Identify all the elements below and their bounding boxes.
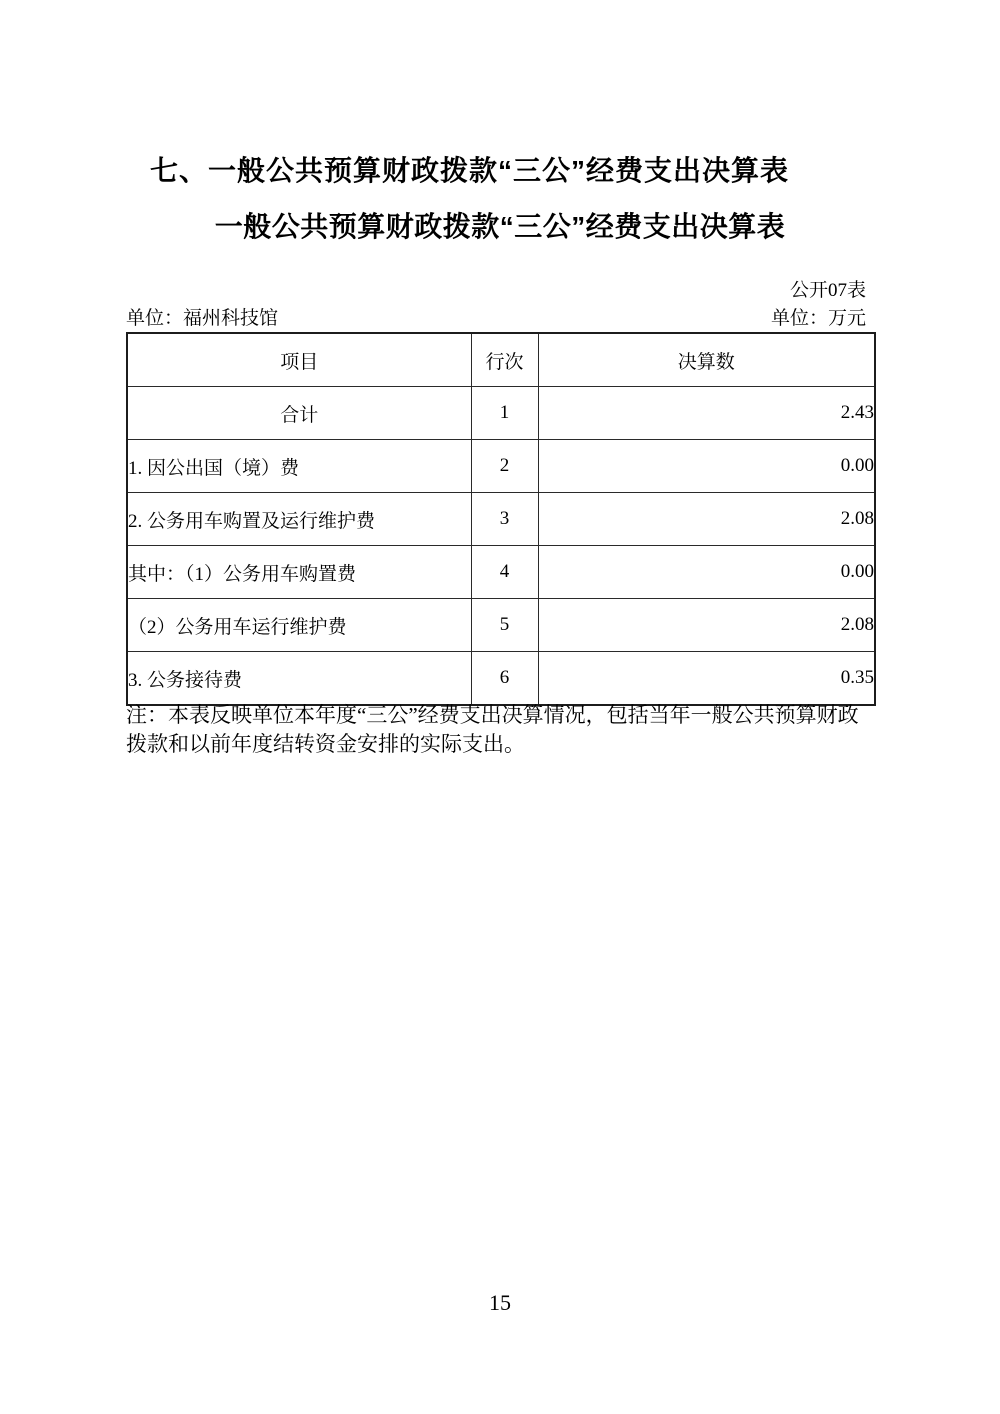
line-no-cell: 6 xyxy=(471,652,538,706)
line-no-cell: 5 xyxy=(471,599,538,652)
amount-cell: 2.08 xyxy=(538,493,875,546)
amount-cell: 0.35 xyxy=(538,652,875,706)
table-code-label: 公开07表 xyxy=(789,280,866,301)
line-no-cell: 3 xyxy=(471,493,538,546)
amount-cell: 0.00 xyxy=(538,440,875,493)
expense-final-accounts-table xyxy=(126,332,876,706)
amount-cell: 0.00 xyxy=(538,546,875,599)
amount-cell: 2.08 xyxy=(538,599,875,652)
column-header-line-no: 行次 xyxy=(471,333,538,387)
unit-info-row xyxy=(126,303,866,330)
item-cell: 3. 公务接待费 xyxy=(127,652,471,706)
column-header-final-amount: 决算数 xyxy=(538,333,875,387)
table-title: 一般公共预算财政拨款“三公”经费支出决算表 xyxy=(214,211,786,242)
column-header-item: 项目 xyxy=(127,333,471,387)
table-row-vehicle-expense xyxy=(127,493,875,546)
table-footnote: 注：本表反映单位本年度“三公”经费支出决算情况，包括当年一般公共预算财政拨款和以前年度结转资金安排的实际支出。 xyxy=(126,703,859,756)
item-cell: 2. 公务用车购置及运行维护费 xyxy=(127,493,471,546)
line-no-cell: 2 xyxy=(471,440,538,493)
table-header-row xyxy=(127,333,875,387)
line-no-cell: 4 xyxy=(471,546,538,599)
table-row-vehicle-maintenance xyxy=(127,599,875,652)
item-cell: （2）公务用车运行维护费 xyxy=(127,599,471,652)
section-heading: 七、一般公共预算财政拨款“三公”经费支出决算表 xyxy=(150,155,790,186)
amount-cell: 2.43 xyxy=(538,387,875,440)
table-row-abroad-expense xyxy=(127,440,875,493)
page-number: 15 xyxy=(489,1290,511,1315)
item-cell: 其中：（1）公务用车购置费 xyxy=(127,546,471,599)
line-no-cell: 1 xyxy=(471,387,538,440)
table-row-total xyxy=(127,387,875,440)
unit-name-label: 单位：福州科技馆 xyxy=(126,308,279,329)
item-cell: 1. 因公出国（境）费 xyxy=(127,440,471,493)
table-row-reception-expense xyxy=(127,652,875,706)
table-row-vehicle-purchase xyxy=(127,546,875,599)
item-cell: 合计 xyxy=(127,387,471,440)
unit-measure-label: 单位：万元 xyxy=(770,308,866,329)
